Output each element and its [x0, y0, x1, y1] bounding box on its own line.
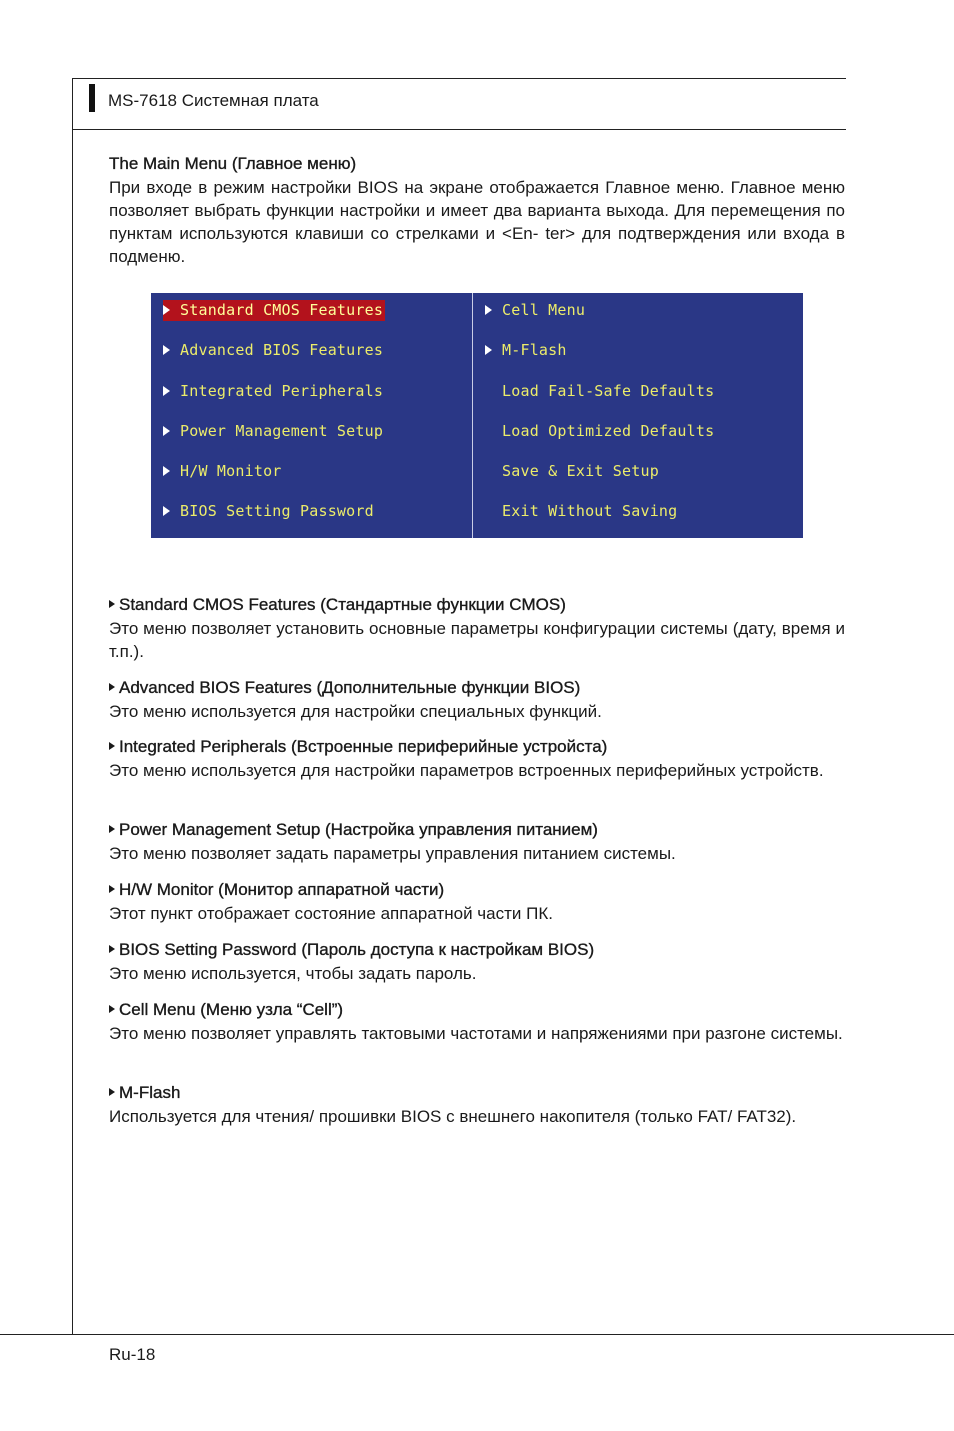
bios-menu-item-label: Advanced BIOS Features	[180, 341, 384, 359]
bios-menu-item	[485, 340, 567, 361]
bios-menu-item	[163, 340, 383, 361]
page-header-title: MS-7618 Системная плата	[108, 91, 319, 110]
intro-paragraph	[109, 176, 845, 268]
bios-menu-item	[485, 461, 659, 482]
section-body	[109, 1022, 845, 1045]
intro-section	[109, 153, 845, 268]
section-body-line: Это меню используется, чтобы задать пароль.	[109, 964, 477, 983]
menu-description-section	[109, 819, 845, 865]
section-heading	[109, 819, 845, 841]
bullet-triangle-icon	[109, 1088, 115, 1096]
bios-menu-left-column	[151, 293, 473, 538]
header-marker-bar	[89, 84, 95, 112]
section-body-line: Это меню используется для настройки специальных функций.	[109, 702, 602, 721]
section-body	[109, 902, 845, 925]
section-title: M-Flash	[119, 1083, 181, 1102]
menu-description-section	[109, 879, 845, 925]
section-body-line: Это меню используется для настройки параметров встроенных периферийных	[109, 761, 736, 780]
bios-menu-item	[163, 421, 383, 442]
section-body-line: Это меню позволяет управлять тактовыми частотами и напряжениями при разгоне	[109, 1024, 766, 1043]
bios-menu-item	[485, 381, 714, 402]
section-body-line: Используется для чтения/ прошивки BIOS с внешнего накопителя (только FAT/	[109, 1107, 733, 1126]
bios-menu-item	[163, 300, 385, 321]
bios-menu-item-label: Power Management Setup	[180, 422, 384, 440]
bios-menu-item-label: M-Flash	[502, 341, 567, 359]
bios-menu-item	[163, 501, 374, 522]
section-title: Power Management Setup (Настройка управления питанием)	[119, 820, 598, 839]
submenu-arrow-icon	[163, 386, 170, 396]
section-title: Advanced BIOS Features (Дополнительные функции BIOS)	[119, 678, 581, 697]
section-title: BIOS Setting Password (Пароль доступа к настройкам BIOS)	[119, 940, 595, 959]
section-body-line: устройств.	[740, 761, 824, 780]
footer-rule	[0, 1334, 954, 1335]
bullet-triangle-icon	[109, 683, 115, 691]
section-body-line: (дату, время и т.п.).	[109, 619, 845, 661]
menu-description-section	[109, 736, 845, 782]
section-heading	[109, 594, 845, 616]
menu-description-section	[109, 677, 845, 723]
section-body	[109, 962, 845, 985]
section-body	[109, 617, 845, 663]
frame-left-rule	[72, 78, 73, 1335]
section-body-line: системы.	[770, 1024, 843, 1043]
bios-main-menu-screenshot	[151, 293, 803, 538]
section-body-line: Это меню позволяет установить основные параметры конфигурации системы	[109, 619, 728, 638]
submenu-arrow-icon	[163, 345, 170, 355]
section-body-line: FAT32).	[736, 1107, 797, 1126]
header-rule	[72, 129, 846, 130]
intro-line: ter> для подтверждения или входа в подменю.	[109, 224, 845, 266]
menu-description-section	[109, 1082, 845, 1128]
section-body-line: Это меню позволяет задать параметры управления питанием системы.	[109, 844, 676, 863]
bios-menu-item-label: Exit Without Saving	[502, 502, 678, 520]
intro-line: При входе в режим настройки BIOS на экране отображается Главное меню.	[109, 178, 725, 197]
section-body	[109, 1105, 845, 1128]
bios-menu-item	[163, 461, 282, 482]
section-body-line: Этот пункт отображает состояние аппаратной части ПК.	[109, 904, 553, 923]
intro-line: выхода. Для перемещения по пунктам используются клавиши со стрелками и <En-	[109, 201, 845, 243]
section-heading	[109, 999, 845, 1021]
bullet-triangle-icon	[109, 600, 115, 608]
section-body	[109, 759, 845, 782]
bullet-triangle-icon	[109, 885, 115, 893]
bios-menu-item-label: Standard CMOS Features	[180, 301, 384, 319]
intro-line: Главное меню позволяет выбрать функции настройки и имеет два варианта	[109, 178, 845, 220]
menu-description-section	[109, 999, 845, 1045]
section-body	[109, 700, 845, 723]
menu-description-section	[109, 594, 845, 663]
section-title: Integrated Peripherals (Встроенные периферийные устройста)	[119, 737, 608, 756]
frame-top-rule	[72, 78, 846, 79]
section-heading	[109, 736, 845, 758]
section-title: Cell Menu (Меню узла “Cell”)	[119, 1000, 344, 1019]
bios-menu-item-label: Load Optimized Defaults	[502, 422, 715, 440]
bullet-triangle-icon	[109, 945, 115, 953]
bullet-triangle-icon	[109, 825, 115, 833]
bios-menu-right-column	[473, 293, 803, 538]
submenu-arrow-icon	[485, 305, 492, 315]
submenu-arrow-icon	[163, 305, 170, 315]
bios-menu-item	[163, 381, 383, 402]
section-heading	[109, 677, 845, 699]
section-heading	[109, 1082, 845, 1104]
bios-menu-item	[485, 421, 714, 442]
submenu-arrow-icon	[163, 466, 170, 476]
menu-description-section	[109, 939, 845, 985]
submenu-arrow-icon	[485, 345, 492, 355]
bios-menu-item	[485, 300, 585, 321]
bios-menu-item-label: H/W Monitor	[180, 462, 282, 480]
section-title: Standard CMOS Features (Стандартные функции CMOS)	[119, 595, 566, 614]
bios-menu-item-label: Integrated Peripherals	[180, 382, 384, 400]
bios-menu-item-label: Cell Menu	[502, 301, 586, 319]
intro-heading: The Main Menu (Главное меню)	[109, 154, 357, 173]
bullet-triangle-icon	[109, 742, 115, 750]
bios-menu-item	[485, 501, 677, 522]
section-title: H/W Monitor (Монитор аппаратной части)	[119, 880, 445, 899]
page-number: Ru-18	[109, 1345, 156, 1364]
bios-menu-item-label: BIOS Setting Password	[180, 502, 374, 520]
bullet-triangle-icon	[109, 1005, 115, 1013]
bios-menu-item-label: Load Fail-Safe Defaults	[502, 382, 715, 400]
section-body	[109, 842, 845, 865]
section-heading	[109, 939, 845, 961]
bios-menu-item-label: Save & Exit Setup	[502, 462, 659, 480]
submenu-arrow-icon	[163, 506, 170, 516]
section-heading	[109, 879, 845, 901]
submenu-arrow-icon	[163, 426, 170, 436]
